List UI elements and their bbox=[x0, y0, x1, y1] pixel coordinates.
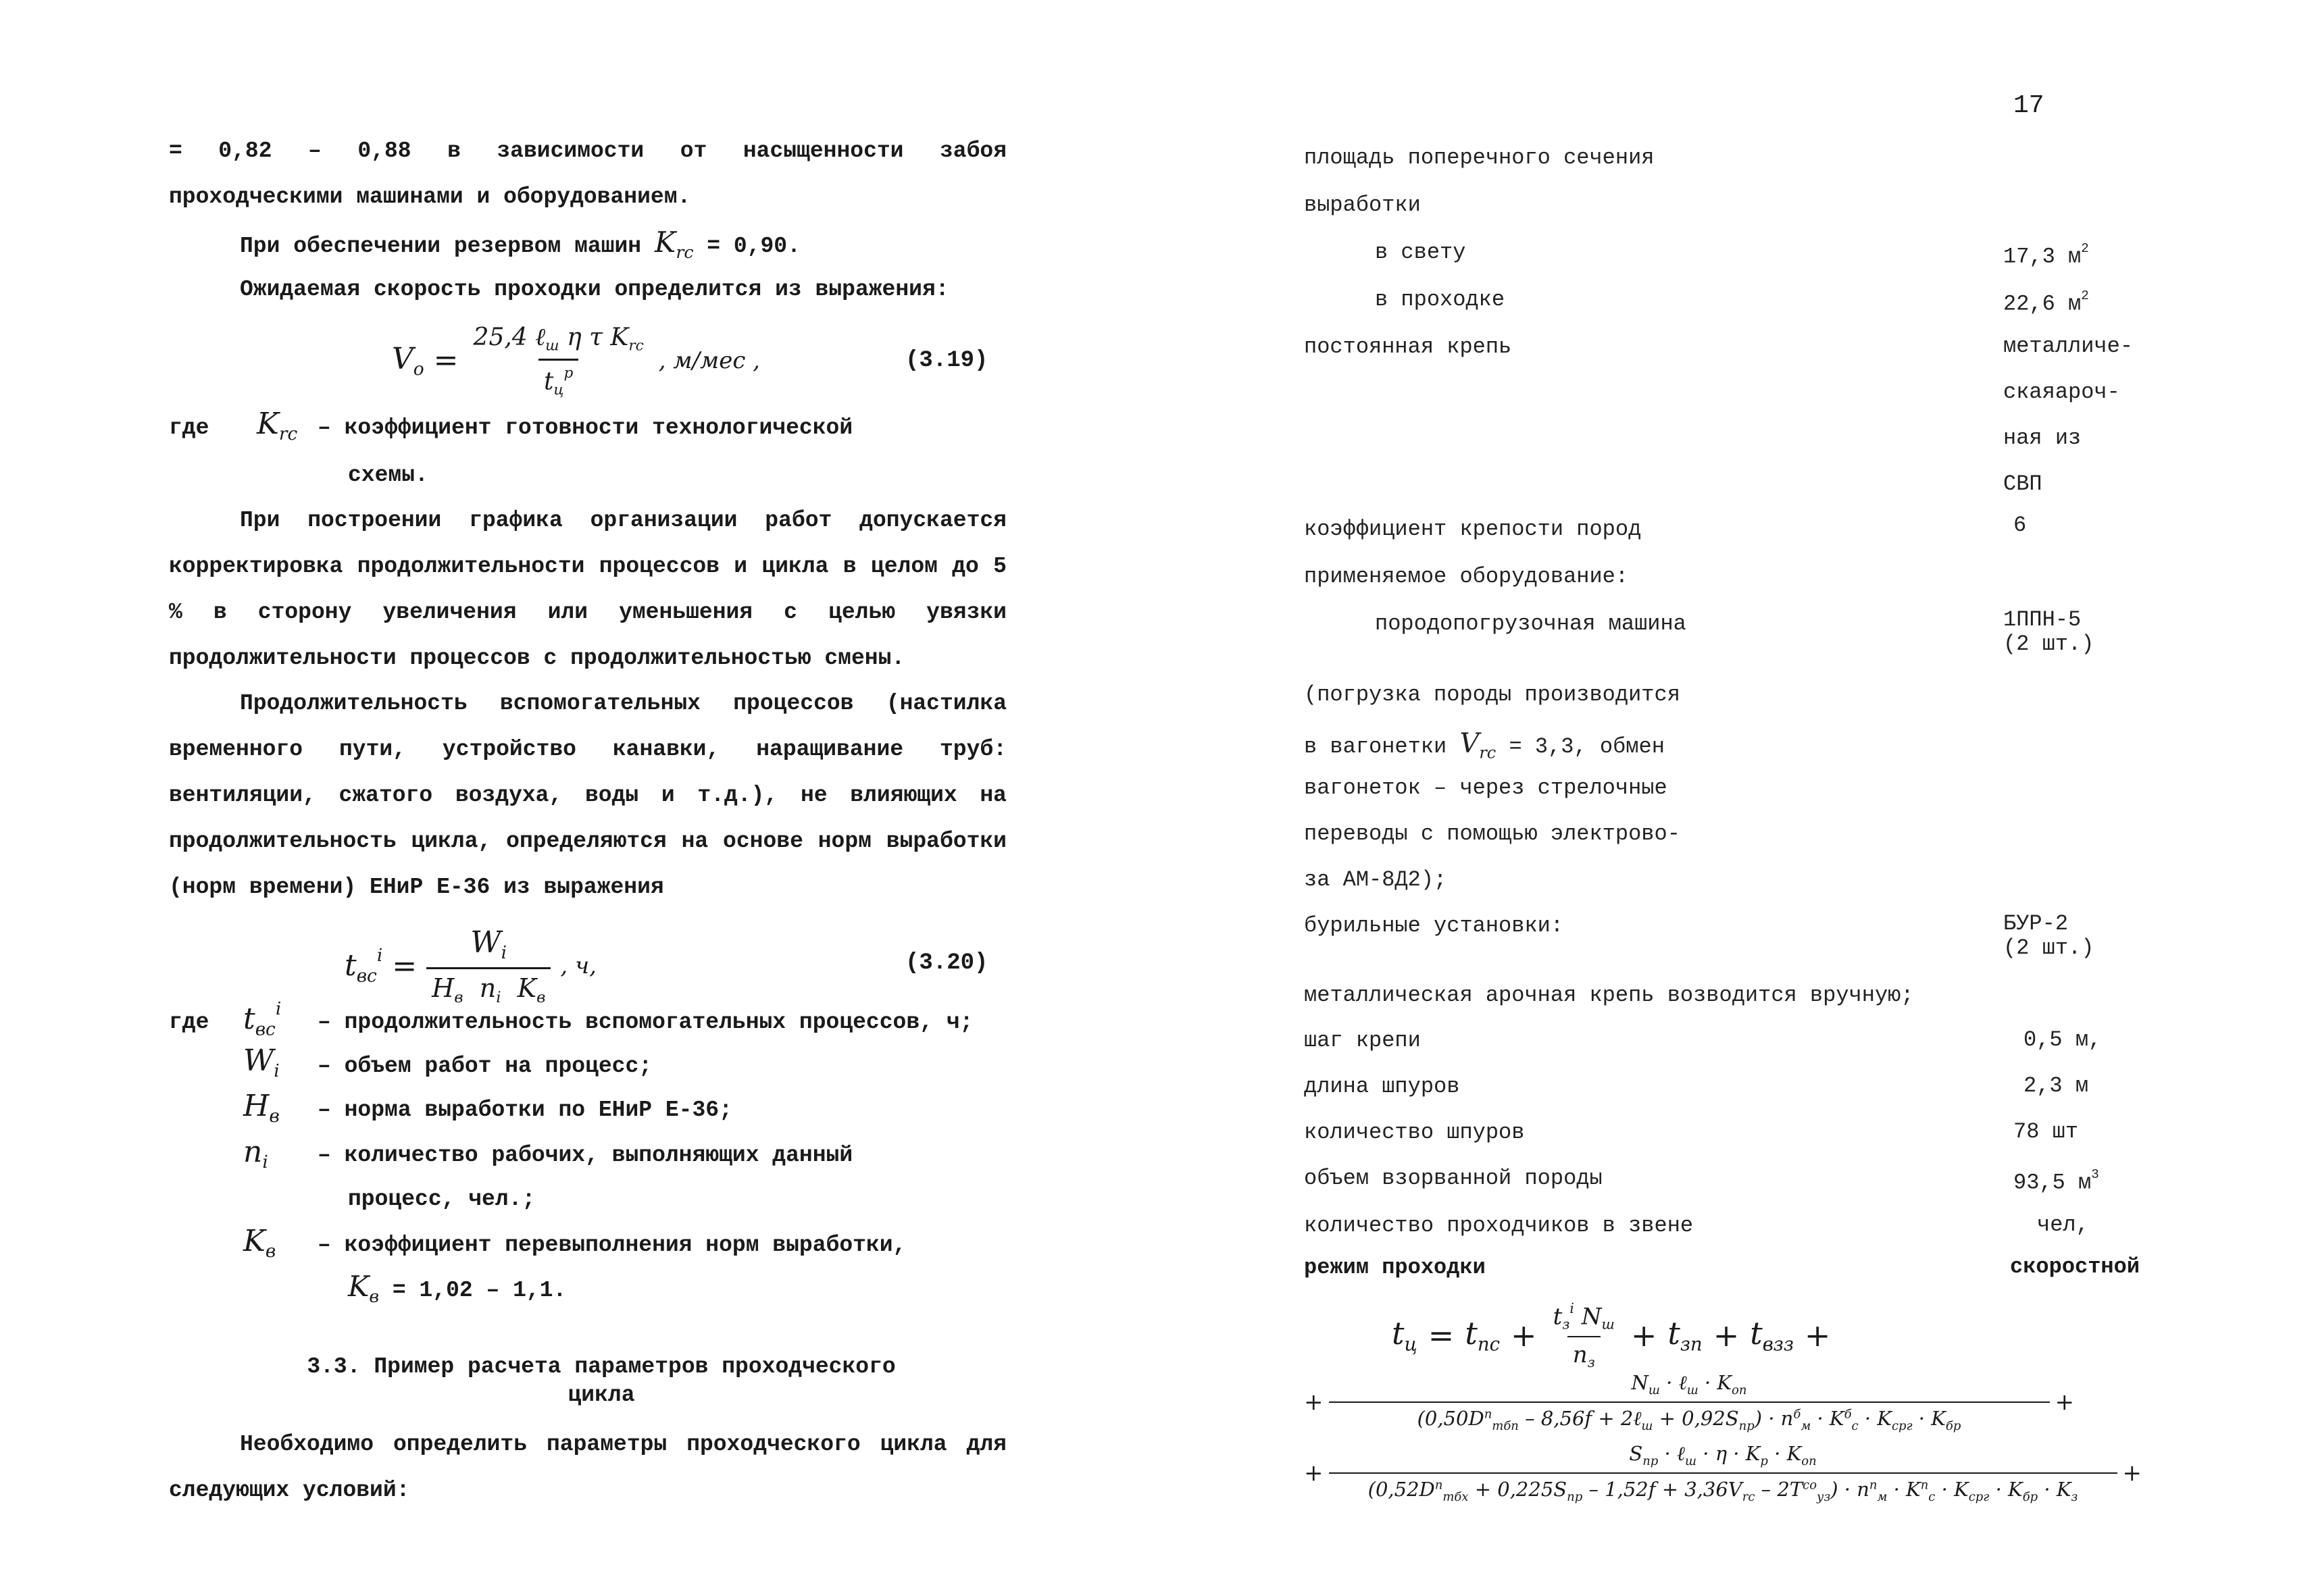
legend-symbol-t-vs: $t_{вс}^i$ bbox=[243, 998, 282, 1040]
param-value-crew-size: чел, bbox=[2037, 1212, 2089, 1237]
param-value-support-step: 0,5 м, bbox=[2023, 1027, 2102, 1052]
support-value-4: СВП bbox=[2003, 471, 2042, 496]
section-heading: 3.3. Пример расчета параметров проходческого цикла bbox=[307, 1354, 896, 1408]
param-value-hole-count: 78 шт bbox=[2013, 1119, 2079, 1144]
mode-value: скоростной bbox=[2010, 1254, 2140, 1279]
cycle-formula-line3-numerator: $S_{пр}$ · ℓ$_ш$ · $\eta \cdot K_р \cdot K_{оп}$ bbox=[1629, 1442, 1817, 1468]
reserve-line: При обеспечении резервом машин $K_{rc} = 0,90$. bbox=[240, 226, 801, 262]
legend-symbol-n: $n_i$ bbox=[243, 1135, 268, 1173]
support-value-3: ная из bbox=[2003, 426, 2082, 451]
support-value-1: металличе- bbox=[2003, 334, 2134, 359]
krc-legend-symbol: $K_{rc}$ bbox=[257, 407, 298, 445]
area-clear-label: в свету bbox=[1375, 240, 1466, 265]
paragraph-correction: При построении графика организации работ допускается корректировка продолжительности процессов и цикла в целом до 5 % в сторону увеличения или уменьшения с целью увязки продолжительности процессов с продолжительностью смены. bbox=[169, 508, 1007, 671]
hardness-value: 6 bbox=[2013, 513, 2027, 538]
krc-symbol: $K_{rc}$ bbox=[654, 226, 694, 262]
area-drive-value: 22,6 $м^2$ bbox=[2003, 288, 2089, 317]
paragraph-auxiliary: Продолжительность вспомогательных процессов (настилка временного пути, устройство канавки, наращивание труб: вентиляции, сжатого воздуха, воды и т.д.), не влияющих на продолжительность цикла, определяются на основе норм выработки (норм времени) ЕНиР Е-36 из выражения bbox=[169, 691, 1007, 900]
drill-label: бурильные установки: bbox=[1304, 913, 1564, 938]
legend-desc-n: – количество рабочих, выполняющих данный bbox=[318, 1143, 853, 1168]
legend-desc-kv: – коэффициент перевыполнения норм выработки, bbox=[318, 1233, 907, 1258]
continuation-text: = 0,82 – 0,88 в зависимости от насыщенности забоя проходческими машинами и оборудованием. bbox=[169, 138, 1007, 209]
hardness-label: коэффициент крепости пород bbox=[1304, 517, 1642, 542]
param-value-hole-length: 2,3 м bbox=[2023, 1073, 2089, 1098]
krc-legend-desc: – коэффициент готовности технологической bbox=[318, 415, 853, 440]
formula-3-19: $V_o$ = $\frac{25,4 \ell_ш \eta \tau K_{rc}}{t_ц^р}$ , м/мес , bbox=[392, 324, 760, 398]
legend-symbol-kv: $K_в$ bbox=[243, 1224, 276, 1262]
support-label: постоянная крепь bbox=[1304, 334, 1512, 359]
formula-3-20-fraction: $\frac{W_i}{H_в n_i K_в}$ bbox=[426, 925, 551, 1006]
loader-label: породопогрузочная машина bbox=[1375, 611, 1686, 636]
legend-desc-w: – объем работ на процесс; bbox=[318, 1054, 653, 1079]
cycle-formula-line1: $t_ц$ = $t_{пс}$ + $\frac{t_з^i N_ш}{n_з}$ + $t_{зп}$ + $t_{взз}$ + bbox=[1392, 1300, 1831, 1371]
where-label: где bbox=[169, 415, 209, 440]
drill-quantity: (2 шт.) bbox=[2003, 935, 2094, 960]
param-value-blasted-volume: 93,5 $м^3$ bbox=[2013, 1167, 2099, 1195]
area-label-line1: площадь поперечного сечения bbox=[1304, 145, 1655, 170]
loading-note-4: переводы с помощью электрово- bbox=[1304, 821, 1680, 846]
param-label-hole-count: количество шпуров bbox=[1304, 1120, 1525, 1145]
area-clear-value: 17,3 $м^2$ bbox=[2003, 241, 2089, 269]
loading-note-2: в вагонетки $V_{rc} = 3,3$, обмен bbox=[1304, 728, 1665, 763]
cycle-formula-line2-denominator: ($0,50D^п_{тбп} - 8,56f$ + 2ℓ$_ш$ + $0,92S_{пр}) \cdot n^б_м \cdot K^б_с \cdot K_{срг} \cdot K_{бр}$ bbox=[1329, 1401, 2050, 1433]
page-number: 17 bbox=[2013, 91, 2044, 120]
formula-3-20-lhs: $t_{вс}^i$ bbox=[345, 945, 383, 987]
support-value-2: скаяароч- bbox=[2003, 380, 2120, 405]
loading-note-5: за АМ-8Д2); bbox=[1304, 867, 1447, 892]
formula-3-19-fraction: $\frac{25,4 \ell_ш \eta \tau K_{rc}}{t_ц^р}$ bbox=[473, 324, 644, 398]
formula-3-20: $t_{вс}^i$ = $\frac{W_i}{H_в n_i K_в}$ , ч, bbox=[345, 925, 597, 1007]
cycle-formula-line2-numerator: $N_ш$ · ℓ$_ш$ · $K_{оп}$ bbox=[1631, 1371, 1747, 1397]
legend-desc-h: – норма выработки по ЕНиР Е-36; bbox=[318, 1098, 732, 1123]
where-label-2: где bbox=[169, 1010, 209, 1035]
legend-symbol-w: $W_i$ bbox=[243, 1044, 280, 1082]
legend-desc-n-cont: процесс, чел.; bbox=[348, 1187, 536, 1212]
param-label-blasted-volume: объем взорванной породы bbox=[1304, 1166, 1603, 1191]
param-label-crew-size: количество проходчиков в звене bbox=[1304, 1213, 1694, 1238]
formula-3-19-lhs: $V_o$ bbox=[392, 341, 424, 380]
param-label-hole-length: длина шпуров bbox=[1304, 1074, 1460, 1099]
section-intro-text: Необходимо определить параметры проходческого цикла для следующих условий: bbox=[169, 1432, 1007, 1503]
loader-value: 1ППН-5 bbox=[2003, 607, 2082, 632]
area-drive-label: в проходке bbox=[1375, 287, 1505, 312]
area-label-line2: выработки bbox=[1304, 192, 1421, 217]
equation-number-3-20: (3.20) bbox=[905, 950, 988, 976]
krc-legend-desc-cont: схемы. bbox=[348, 463, 428, 488]
arch-support-note: металлическая арочная крепь возводится вручную; bbox=[1304, 983, 1914, 1008]
loading-note-1: (погрузка породы производится bbox=[1304, 682, 1680, 707]
legend-symbol-h: $H_в$ bbox=[243, 1089, 280, 1127]
loader-quantity: (2 шт.) bbox=[2003, 632, 2094, 657]
cycle-formula-line2: + $\frac{N_ш \cdot \ell_ш \cdot K_{оп}}{(0,50D^п_{тбп} - 8,56f + 2\ell_ш + 0,92S_{пр}) \cdot n^б_м \cdot K^б_с \cdot K_{срг} \cdot K_{бр}}$ + bbox=[1304, 1371, 2074, 1433]
right-page bbox=[1304, 0, 2189, 1596]
mode-label: режим проходки bbox=[1304, 1255, 1486, 1280]
loading-note-3: вагонеток – через стрелочные bbox=[1304, 775, 1667, 800]
drill-value: БУР-2 bbox=[2003, 911, 2069, 936]
kv-range: $K_в = 1,02 - 1,1$. bbox=[348, 1270, 567, 1306]
param-label-support-step: шаг крепи bbox=[1304, 1028, 1421, 1053]
equipment-label: применяемое оборудование: bbox=[1304, 564, 1629, 589]
equation-number-3-19: (3.19) bbox=[905, 348, 988, 374]
legend-desc-t-vs: – продолжительность вспомогательных процессов, ч; bbox=[318, 1010, 974, 1035]
cycle-formula-line3-denominator: $(0,52D^п_{тбх} + 0,225S_{пр} - 1,52f + 3,36V_{rc} - 2T^{со}_{уз}) \cdot n^п_м \cdot K^п_с \cdot K_{срг} \cdot K_{бр} \cdot K_з$ bbox=[1329, 1472, 2117, 1504]
cycle-formula-line3: + $S_{пр}$ · ℓ$_ш$ · $\eta \cdot K_р \cdot K_{оп}$ $(0,52D^п_{тбх} + 0,225S_{пр} - 1,52f + 3,36V_{rc} - 2T^{со}_{уз}) \cdot n^п_м \cdot K^п_с \cdot K_{срг} \cdot K_{бр} \cdot K_з$ + bbox=[1304, 1442, 2142, 1504]
left-page bbox=[169, 0, 1020, 1596]
speed-intro: Ожидаемая скорость проходки определится из выражения: bbox=[240, 277, 949, 302]
